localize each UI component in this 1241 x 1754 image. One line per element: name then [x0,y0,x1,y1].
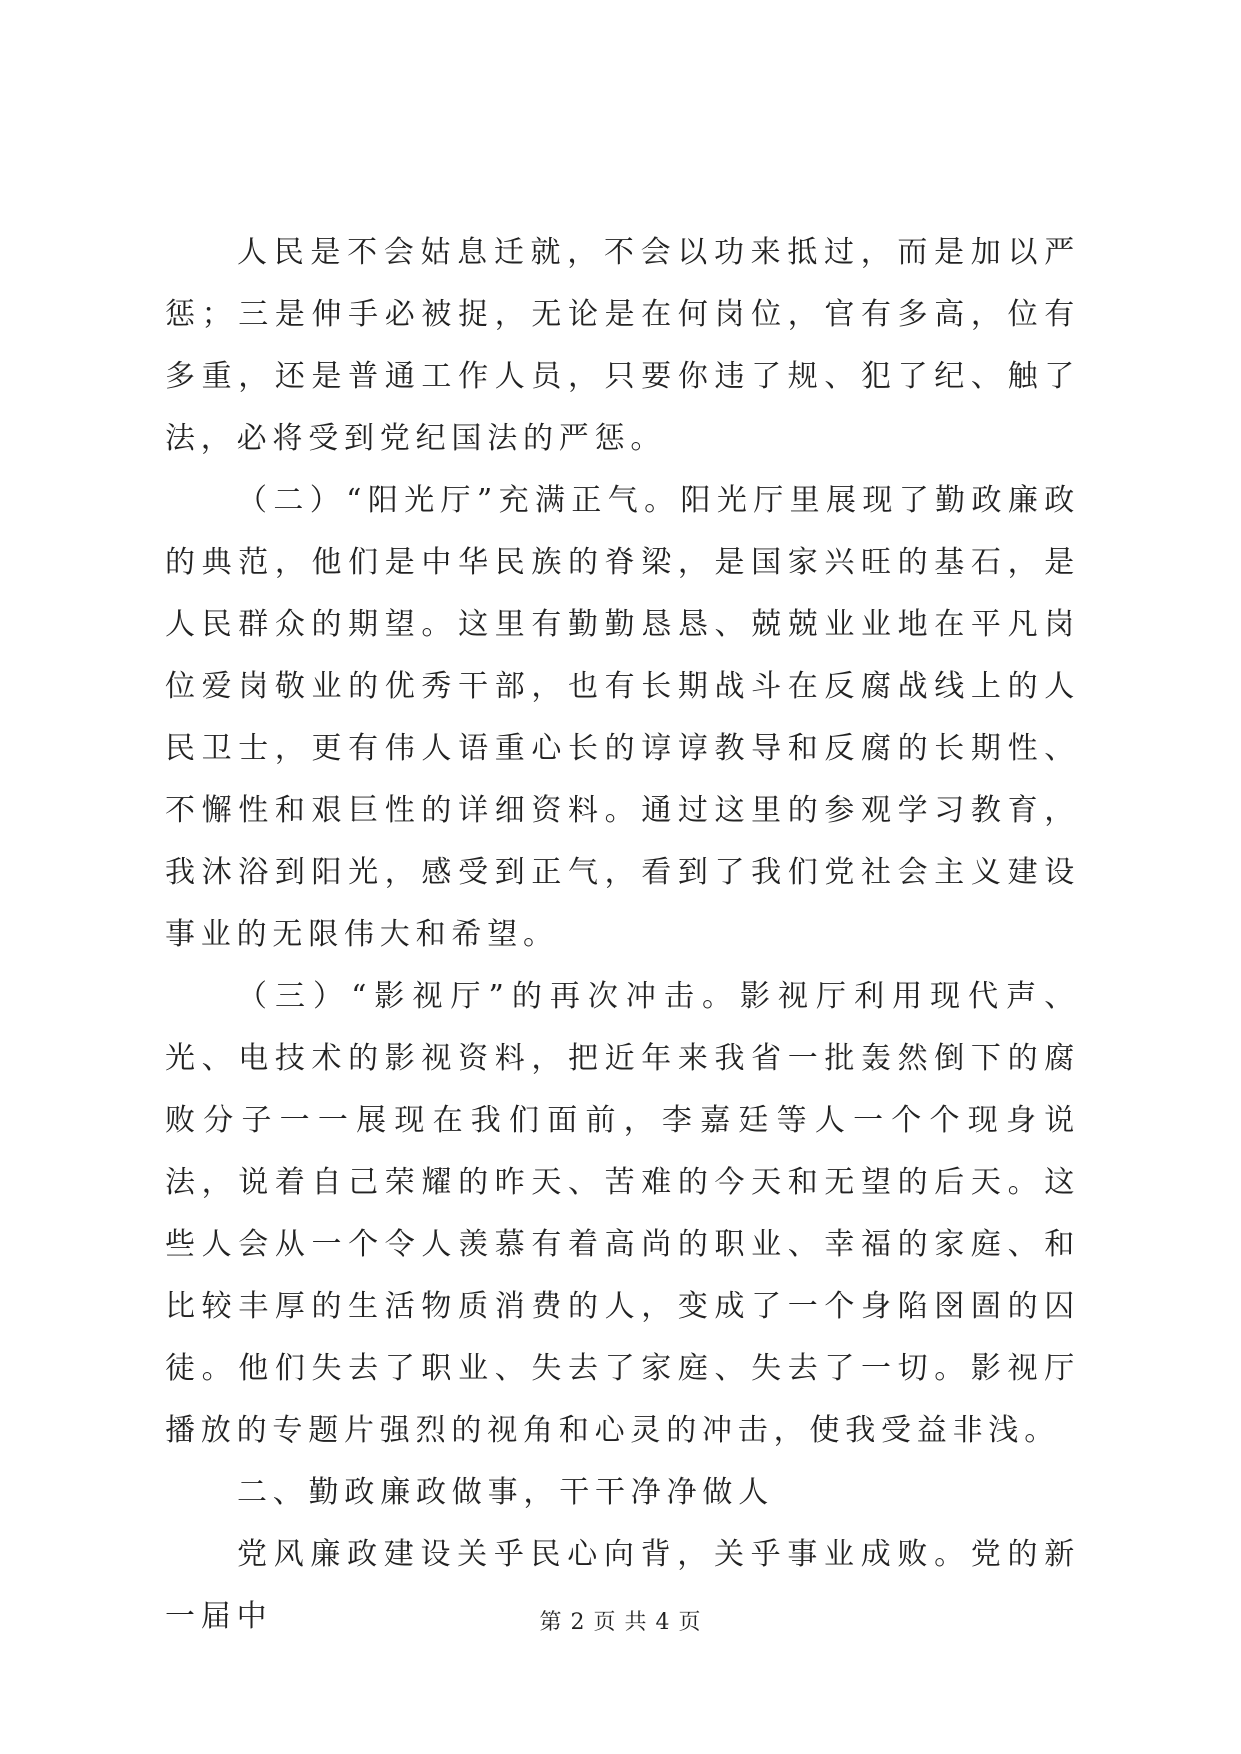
paragraph: （三）“影视厅”的再次冲击。影视厅利用现代声、光、电技术的影视资料，把近年来我省一批轰然倒下的腐败分子一一展现在我们面前，李嘉廷等人一个个现身说法，说着自己荣耀的昨天、苦难的今天和无望的后天。这些人会从一个令人羡慕有着高尚的职业、幸福的家庭、和比较丰厚的生活物质消费的人，变成了一个身陷囹圄的囚徒。他们失去了职业、失去了家庭、失去了一切。影视厅播放的专题片强烈的视角和心灵的冲击，使我受益非浅。 [165,979,1080,1448]
page-footer: 第 2 页 共 4 页 [539,1610,702,1635]
paragraph: （二）“阳光厅”充满正气。阳光厅里展现了勤政廉政的典范，他们是中华民族的脊梁，是国家兴旺的基石，是人民群众的期望。这里有勤勤恳恳、兢兢业业地在平凡岗位爱岗敬业的优秀干部，也有长期战斗在反腐战线上的人民卫士，更有伟人语重心长的谆谆教导和反腐的长期性、不懈性和艰巨性的详细资料。通过这里的参观学习教育，我沐浴到阳光，感受到正气，看到了我们党社会主义建设事业的无限伟大和希望。 [165,483,1080,952]
paragraph: 党风廉政建设关乎民心向背，关乎事业成败。党的新一届中 [165,1537,1080,1634]
paragraph: 人民是不会姑息迁就，不会以功来抵过，而是加以严惩；三是伸手必被捉，无论是在何岗位，官有多高，位有多重，还是普通工作人员，只要你违了规、犯了纪、触了法，必将受到党纪国法的严惩。 [165,235,1080,456]
section-heading: 二、勤政廉政做事，干干净净做人 [237,1475,774,1510]
document-body [165,222,1080,1648]
